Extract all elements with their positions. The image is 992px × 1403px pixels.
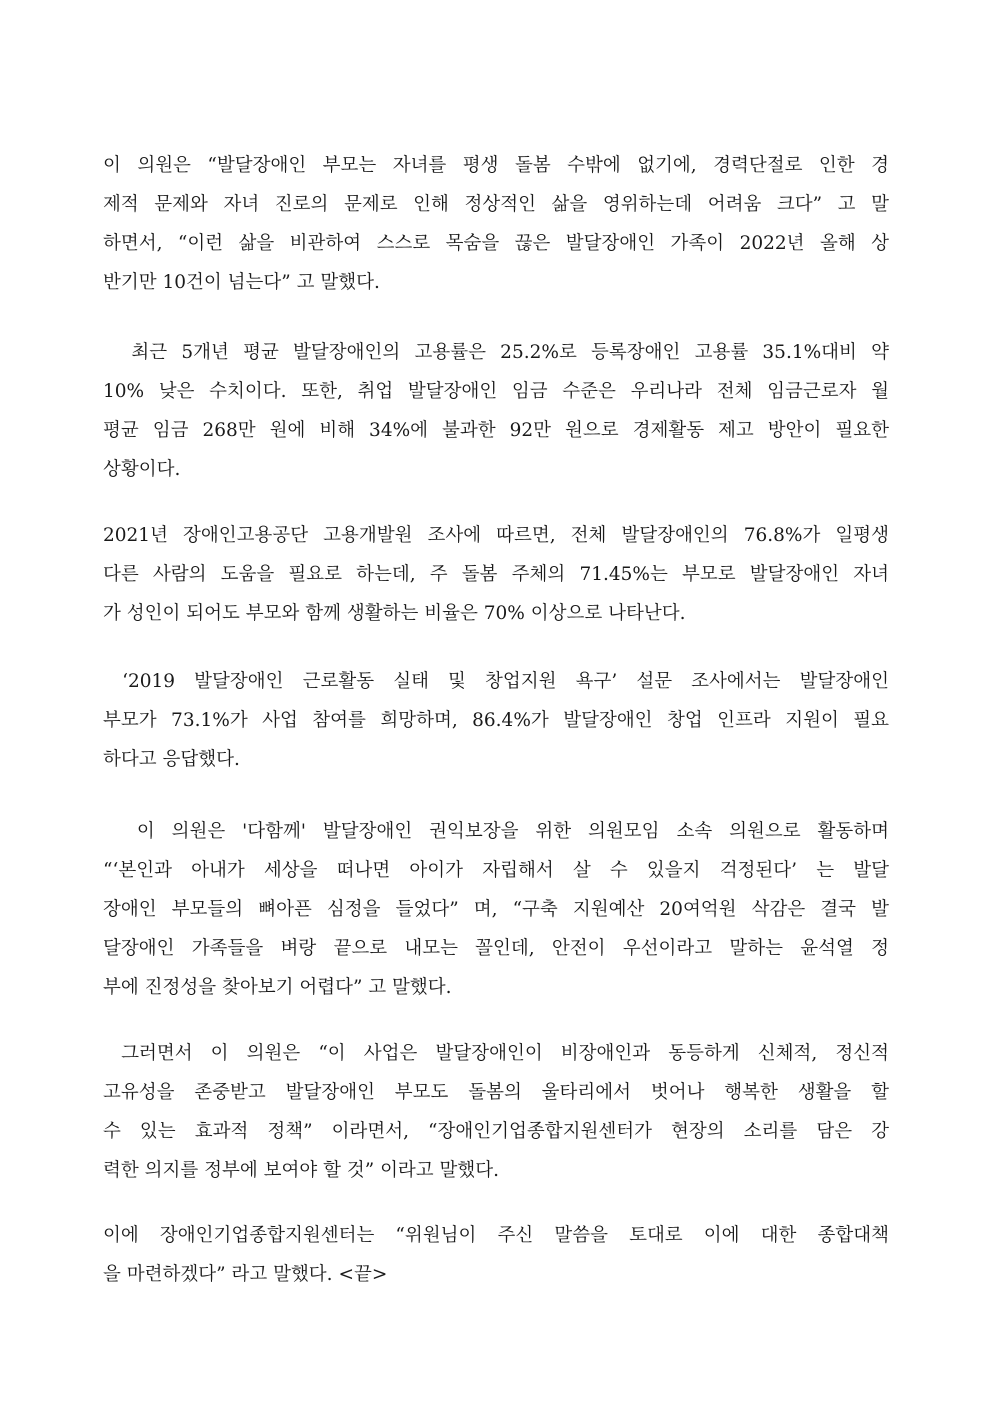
text-line: 력한 의지를 정부에 보여야 할 것” 이라고 말했다. xyxy=(103,1160,500,1181)
text-line: 장애인 부모들의 뼈아픈 심정을 들었다” 며, “구축 지원예산 20여억원 삭감은 결국 발 xyxy=(103,899,889,920)
text-line: 이 의원은 “발달장애인 부모는 자녀를 평생 돌봄 수밖에 없기에, 경력단절로 인한 경 xyxy=(103,155,889,176)
text-line: 제적 문제와 자녀 진로의 문제로 인해 정상적인 삶을 영위하는데 어려움 크다” 고 말 xyxy=(103,194,889,215)
paragraph-7 xyxy=(103,1216,889,1294)
text-line: 반기만 10건이 넘는다” 고 말했다. xyxy=(103,272,380,293)
paragraph-2 xyxy=(103,333,889,489)
text-line: 부모가 73.1%가 사업 참여를 희망하며, 86.4%가 발달장애인 창업 인프라 지원이 필요 xyxy=(103,710,889,731)
text-line: 상황이다. xyxy=(103,459,181,480)
text-line: 하면서, “이런 삶을 비관하여 스스로 목숨을 끊은 발달장애인 가족이 2022년 올해 상 xyxy=(103,233,889,254)
text-line: 하다고 응답했다. xyxy=(103,749,240,770)
text-line: 2021년 장애인고용공단 고용개발원 조사에 따르면, 전체 발달장애인의 76.8%가 일평생 xyxy=(103,525,889,546)
paragraph-4 xyxy=(103,662,889,779)
text-line: 가 성인이 되어도 부모와 함께 생활하는 비율은 70% 이상으로 나타난다. xyxy=(103,603,686,624)
text-line: 고유성을 존중받고 발달장애인 부모도 돌봄의 울타리에서 벗어나 행복한 생활을 할 xyxy=(103,1082,889,1103)
text-line: 수 있는 효과적 정책” 이라면서, “장애인기업종합지원센터가 현장의 소리를 담은 강 xyxy=(103,1121,889,1142)
text-line: ‘2019 발달장애인 근로활동 실태 및 창업지원 욕구’ 설문 조사에서는 발달장애인 xyxy=(103,671,889,692)
text-line: 다른 사람의 도움을 필요로 하는데, 주 돌봄 주체의 71.45%는 부모로 발달장애인 자녀 xyxy=(103,564,889,585)
paragraph-1 xyxy=(103,146,889,302)
text-line: 이에 장애인기업종합지원센터는 “위원님이 주신 말씀을 토대로 이에 대한 종합대책 xyxy=(103,1225,889,1246)
paragraph-5 xyxy=(103,812,889,1007)
paragraph-6 xyxy=(103,1034,889,1190)
text-line: 평균 임금 268만 원에 비해 34%에 불과한 92만 원으로 경제활동 제고 방안이 필요한 xyxy=(103,420,889,441)
text-line: 이 의원은 '다함께' 발달장애인 권익보장을 위한 의원모임 소속 의원으로 활동하며 xyxy=(103,821,889,842)
paragraph-3 xyxy=(103,516,889,633)
text-line: 최근 5개년 평균 발달장애인의 고용률은 25.2%로 등록장애인 고용률 35.1%대비 약 xyxy=(103,342,889,363)
text-line: 을 마련하겠다” 라고 말했다. <끝> xyxy=(103,1264,388,1285)
text-line: “‘본인과 아내가 세상을 떠나면 아이가 자립해서 살 수 있을지 걱정된다’ 는 발달 xyxy=(103,860,889,881)
text-line: 그러면서 이 의원은 “이 사업은 발달장애인이 비장애인과 동등하게 신체적, 정신적 xyxy=(103,1043,889,1064)
text-line: 달장애인 가족들을 벼랑 끝으로 내모는 꼴인데, 안전이 우선이라고 말하는 윤석열 정 xyxy=(103,938,889,959)
text-line: 10% 낮은 수치이다. 또한, 취업 발달장애인 임금 수준은 우리나라 전체 임금근로자 월 xyxy=(103,381,889,402)
text-line: 부에 진정성을 찾아보기 어렵다” 고 말했다. xyxy=(103,977,452,998)
